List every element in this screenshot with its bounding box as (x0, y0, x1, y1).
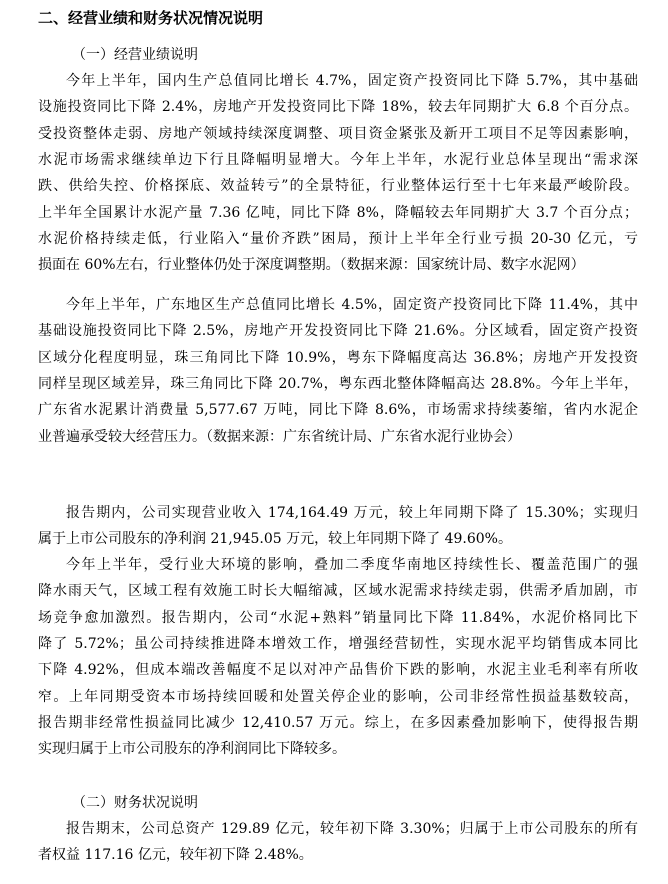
paragraph-line: 广东省水泥累计消费量 5,577.67 万吨，同比下降 8.6%，市场需求持续萎缩，省内水泥企 (38, 402, 638, 419)
paragraph-line: 报告期内，公司实现营业收入 174,164.49 万元，较上年同期下降了 15.30%；实现归 (66, 505, 638, 521)
paragraph-line: 实现归属于上市公司股东的净利润同比下降较多。 (38, 741, 346, 758)
paragraph-line: 属于上市公司股东的净利润 21,945.05 万元，较上年同期下降了 49.60%。 (38, 531, 512, 548)
paragraph-line: 窄。上年同期受资本市场持续回暖和处置关停企业的影响，公司非经常性损益基数较高， (38, 688, 638, 705)
paragraph-line: 同样呈现区域差异，珠三角同比下降 20.7%，粤东西北整体降幅高达 28.8%。今年上半年， (38, 375, 638, 392)
paragraph-line: 场竞争愈加激烈。报告期内，公司“水泥+熟料”销量同比下降 11.84%，水泥价格同比下 (38, 609, 638, 626)
subsection-title: （一）经营业绩说明 (72, 47, 198, 63)
paragraph-line: 降水雨天气，区域工程有效施工时长大幅缩减，区域水泥需求持续走弱，供需矛盾加剧，市 (38, 583, 638, 600)
paragraph-line: 区域分化程度明显，珠三角同比下降 10.9%，粤东下降幅度高达 36.8%；房地产开发投资 (38, 349, 638, 366)
paragraph-line: 者权益 117.16 亿元，较年初下降 2.48%。 (38, 847, 313, 864)
paragraph-line: 报告期末，公司总资产 129.89 亿元，较年初下降 3.30%；归属于上市公司股东的所有 (66, 821, 638, 837)
paragraph-line: 今年上半年，国内生产总值同比增长 4.7%，固定资产投资同比下降 5.7%，其中基础 (66, 73, 638, 89)
paragraph-line: 水泥价格持续走低，行业陷入“量价齐跌”困局，预计上半年全行业亏损 20-30 亿元，亏 (38, 230, 638, 247)
paragraph-line: 水泥市场需求继续单边下行且降幅明显增大。今年上半年，水泥行业总体呈现出“需求深 (38, 151, 638, 168)
paragraph-line: 降了 5.72%；虽公司持续推进降本增效工作，增强经营韧性，实现水泥平均销售成本同比 (38, 635, 638, 652)
paragraph-line: 今年上半年，广东地区生产总值同比增长 4.5%，固定资产投资同比下降 11.4%，其中 (66, 297, 638, 313)
paragraph-line: 报告期非经常性损益同比减少 12,410.57 万元。综上，在多因素叠加影响下，使得报告期 (38, 714, 638, 731)
paragraph-line: 设施投资同比下降 2.4%，房地产开发投资同比下降 18%，较去年同期扩大 6.8 个百分点。 (38, 99, 638, 116)
paragraph-line: 跌、供给失控、价格探底、效益转亏”的全景特征，行业整体运行至十七年来最严峻阶段。 (38, 178, 638, 195)
paragraph-line: 业普遍承受较大经营压力。（数据来源：广东省统计局、广东省水泥行业协会） (38, 428, 521, 445)
section-heading: 二、经营业绩和财务状况情况说明 (38, 9, 264, 27)
paragraph-line: 损面在 60%左右，行业整体仍处于深度调整期。（数据来源：国家统计局、数字水泥网） (38, 257, 585, 274)
paragraph-line: 基础设施投资同比下降 2.5%，房地产开发投资同比下降 21.6%。分区域看，固定资产投资 (38, 323, 638, 340)
subsection-title: （二）财务状况说明 (72, 795, 198, 811)
paragraph-line: 今年上半年，受行业大环境的影响，叠加二季度华南地区持续性长、覆盖范围广的强 (66, 557, 638, 573)
paragraph-line: 上半年全国累计水泥产量 7.36 亿吨，同比下降 8%，降幅较去年同期扩大 3.7 个百分点； (38, 204, 638, 221)
paragraph-line: 下降 4.92%，但成本端改善幅度不足以对冲产品售价下跌的影响，水泥主业毛利率有所收 (38, 662, 638, 679)
paragraph-line: 受投资整体走弱、房地产领域持续深度调整、项目资金紧张及新开工项目不足等因素影响， (38, 125, 638, 142)
